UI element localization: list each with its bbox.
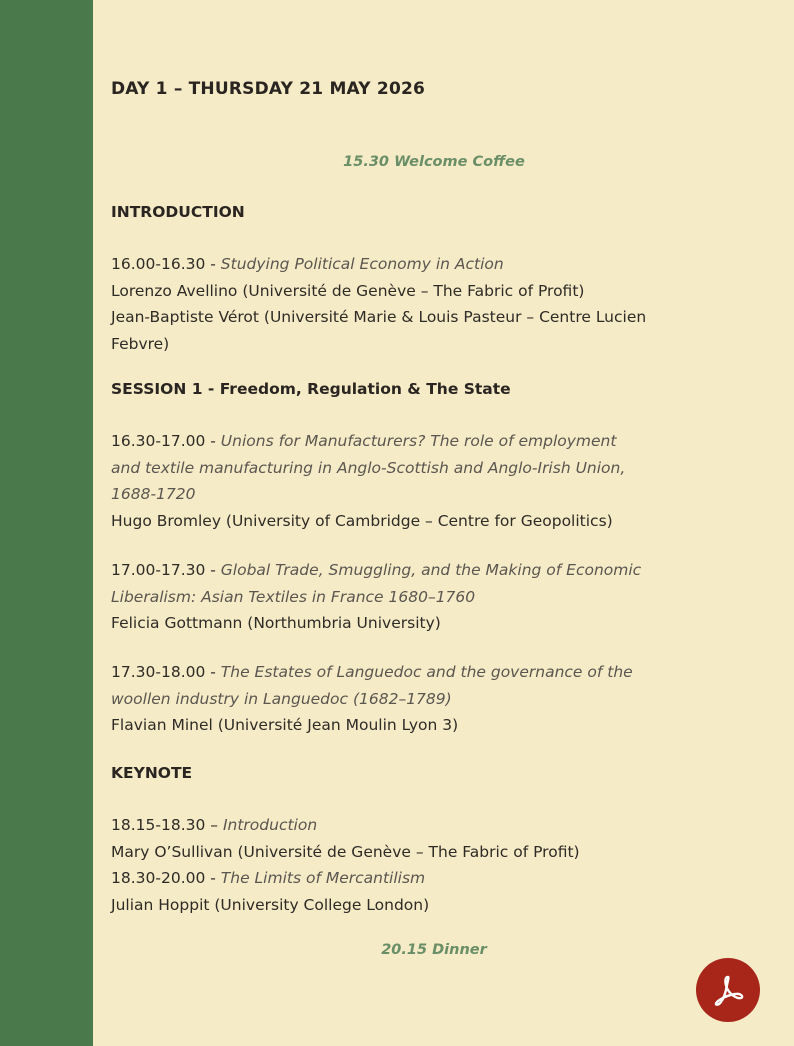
session1-talk-1 xyxy=(111,428,773,534)
keynote-title-2: The Limits of Mercantilism xyxy=(220,869,426,887)
talk-speaker: Hugo Bromley (University of Cambridge – Centre for Geopolitics) xyxy=(111,511,613,530)
sidebar-band xyxy=(0,0,93,1046)
talk-title: Unions for Manufacturers? The role of employment xyxy=(220,432,617,450)
talk-title: The Estates of Languedoc and the governance of the xyxy=(220,663,633,681)
keynote-time-1: 18.15-18.30 – xyxy=(111,816,223,834)
intro-speaker-2-cont: Febvre) xyxy=(111,334,170,353)
intro-entry xyxy=(111,251,773,357)
talk-title-cont: Liberalism: Asian Textiles in France 1680–1760 xyxy=(111,587,476,606)
talk-speaker: Felicia Gottmann (Northumbria University) xyxy=(111,614,441,632)
dinner-label: 20.15 Dinner xyxy=(381,942,487,958)
keynote-time-2: 18.30-20.00 - xyxy=(111,869,221,887)
keynote-heading: KEYNOTE xyxy=(111,764,193,782)
intro-speaker-1: Lorenzo Avellino (Université de Genève – The Fabric of Profit) xyxy=(111,281,585,300)
keynote-entry xyxy=(111,812,773,918)
talk-title-line xyxy=(111,557,773,584)
talk-time: 17.30-18.00 - xyxy=(111,663,221,681)
talk-time: 17.00-17.30 - xyxy=(111,561,221,579)
keynote-title-1: Introduction xyxy=(222,816,318,834)
session1-talk-2 xyxy=(111,557,773,637)
talk-title-cont: 1688-1720 xyxy=(111,485,196,503)
talk-title-cont: woollen industry in Languedoc (1682–1789) xyxy=(111,689,452,708)
talk-title-line xyxy=(111,659,773,686)
welcome-coffee-label: 15.30 Welcome Coffee xyxy=(343,154,525,170)
session1-talk-3 xyxy=(111,659,773,739)
talk-speaker: Flavian Minel (Université Jean Moulin Lyon 3) xyxy=(111,716,459,734)
adobe-acrobat-icon xyxy=(710,972,746,1008)
talk-title: Global Trade, Smuggling, and the Making of Economic xyxy=(220,561,642,579)
keynote-intro-line xyxy=(111,812,773,839)
keynote-speaker-1: Mary O’Sullivan (Université de Genève – The Fabric of Profit) xyxy=(111,842,580,861)
session1-heading: SESSION 1 - Freedom, Regulation & The State xyxy=(111,380,511,398)
talk-title-cont: and textile manufacturing in Anglo-Scottish and Anglo-Irish Union, xyxy=(111,458,626,477)
pdf-download-button[interactable] xyxy=(696,958,760,1022)
talk-title-line xyxy=(111,428,773,455)
talk-time: 16.30-17.00 - xyxy=(111,432,221,450)
day-title: DAY 1 – THURSDAY 21 MAY 2026 xyxy=(111,79,426,99)
intro-time: 16.00-16.30 - xyxy=(111,255,221,273)
keynote-speaker-2: Julian Hoppit (University College London) xyxy=(111,895,430,914)
intro-title: Studying Political Economy in Action xyxy=(220,255,504,273)
keynote-lecture-line xyxy=(111,865,773,892)
introduction-heading: INTRODUCTION xyxy=(111,203,245,221)
intro-time-line xyxy=(111,251,773,278)
intro-speaker-2: Jean-Baptiste Vérot (Université Marie & Louis Pasteur – Centre Lucien xyxy=(111,308,647,326)
